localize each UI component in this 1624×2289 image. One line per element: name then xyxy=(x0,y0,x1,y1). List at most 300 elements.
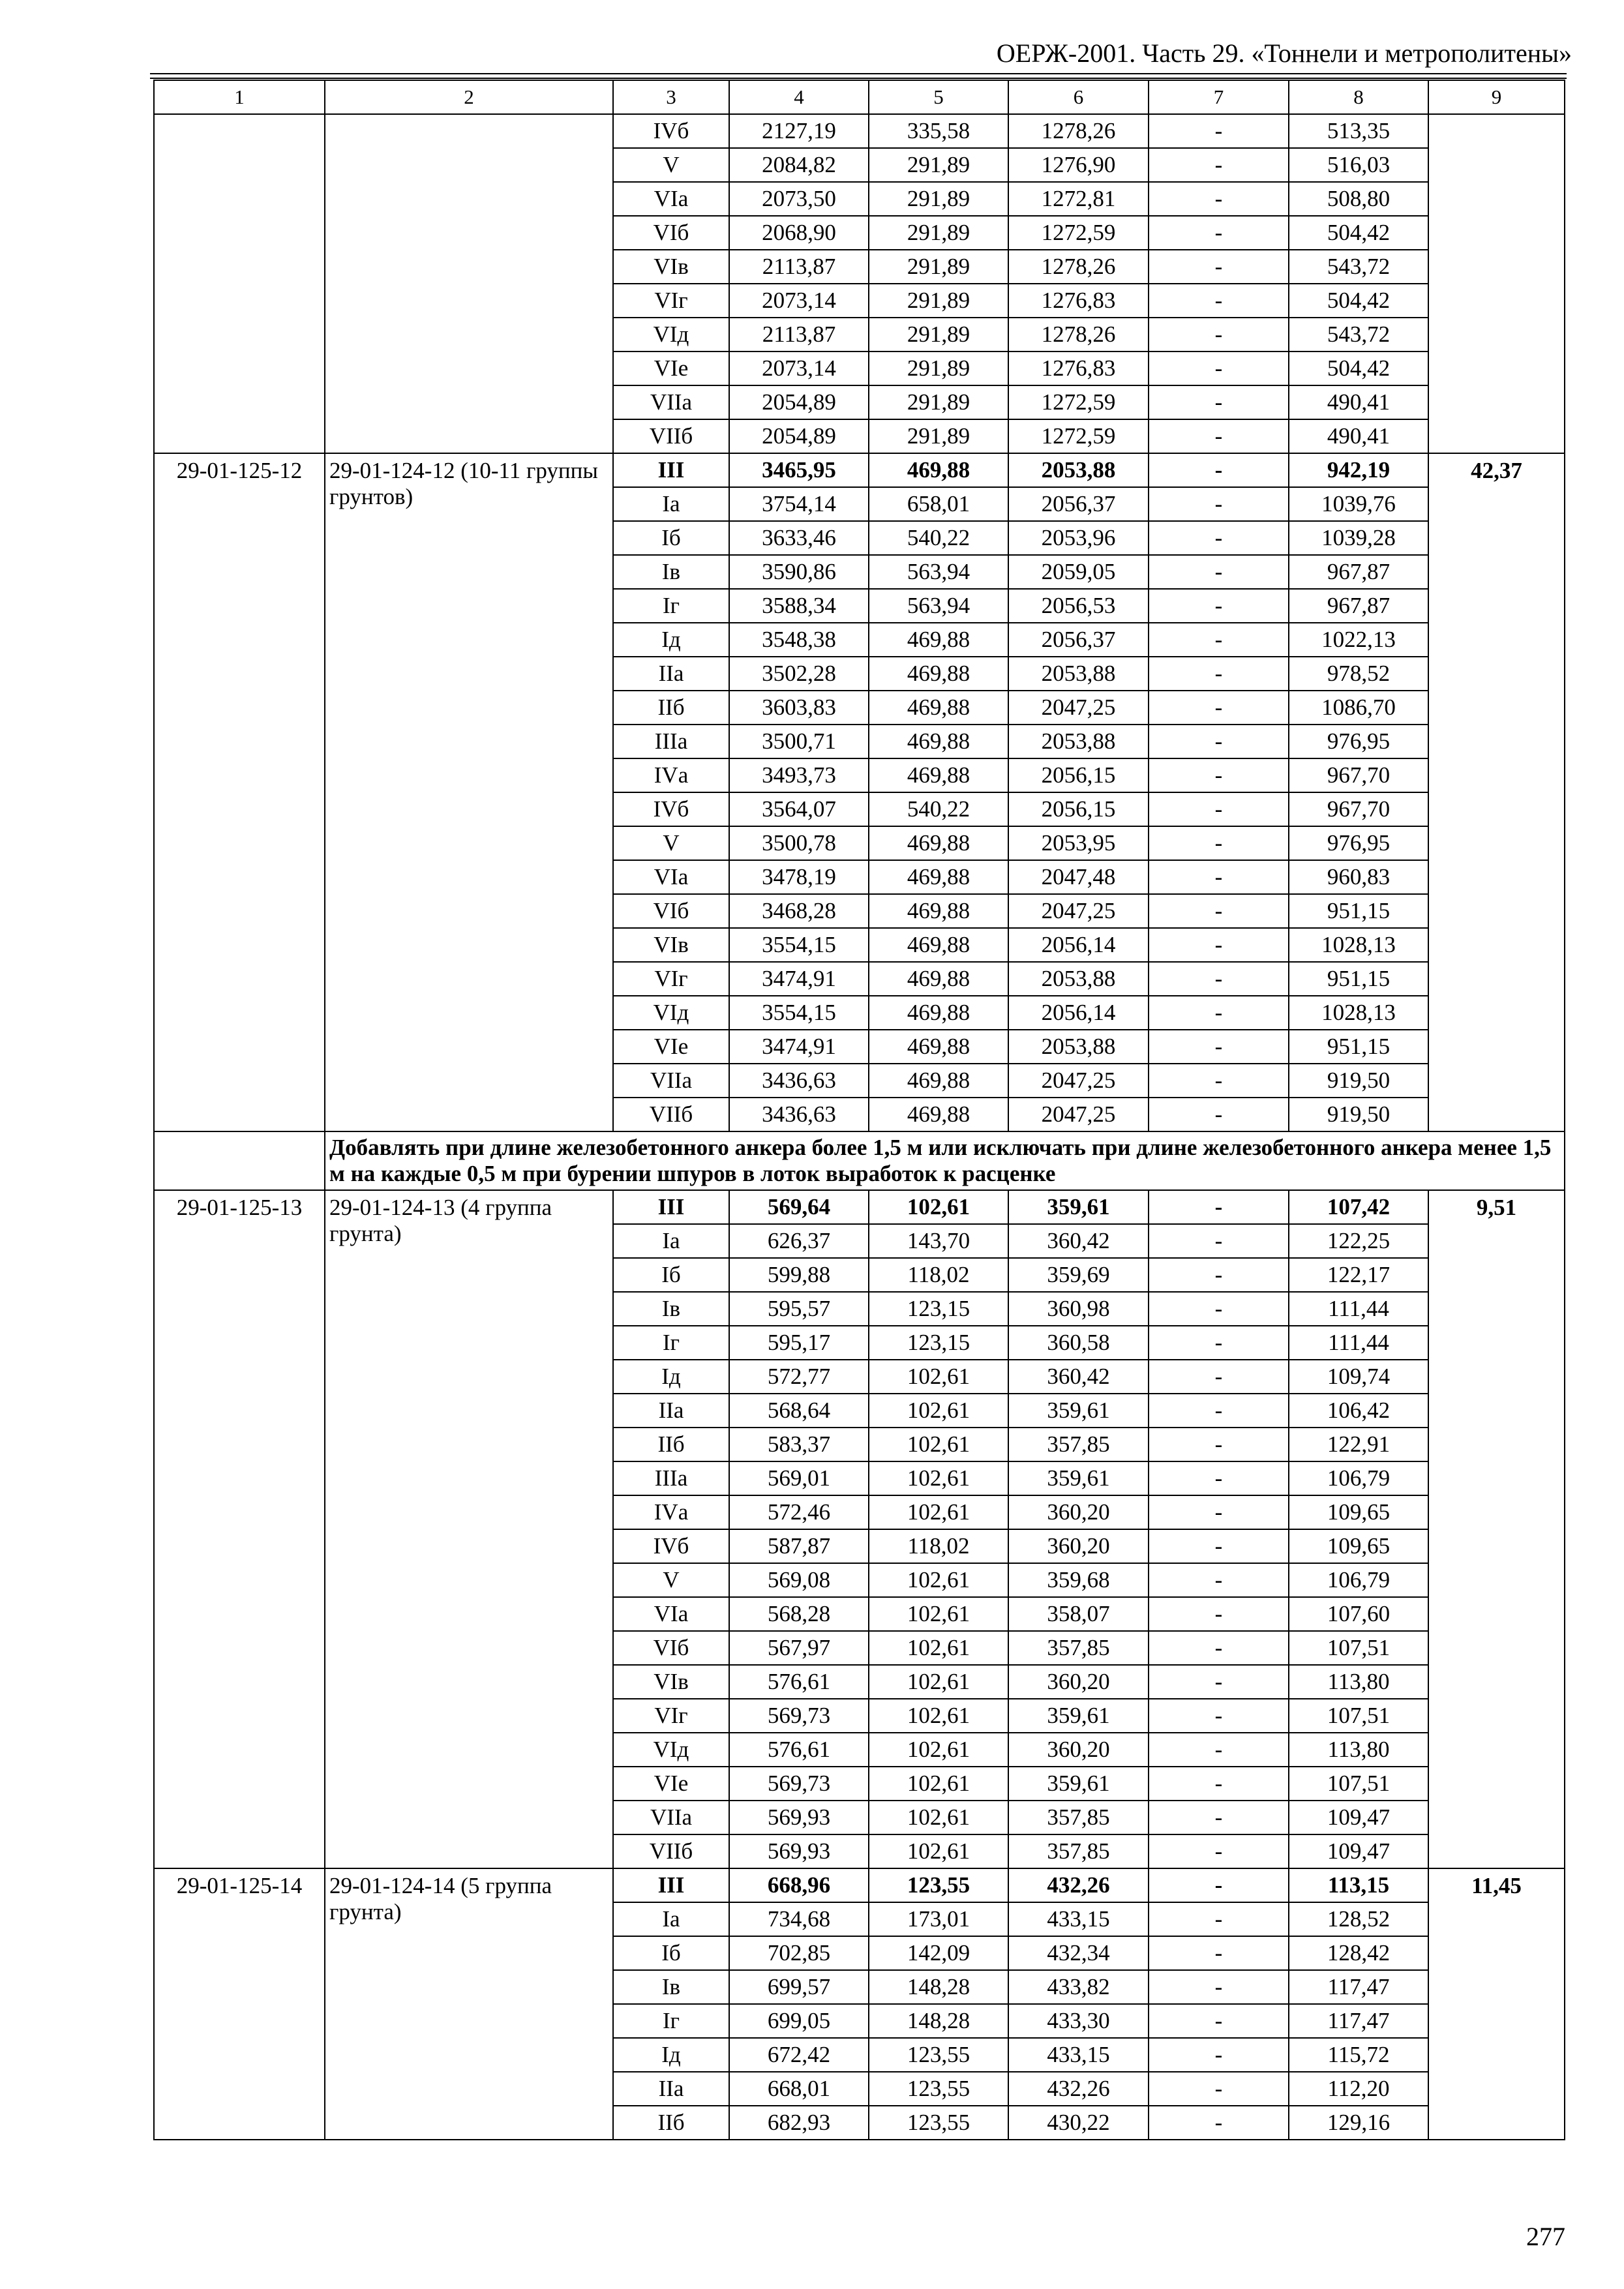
table-cell: 2053,88 xyxy=(1008,657,1149,691)
table-cell: 572,77 xyxy=(729,1360,869,1394)
note-row xyxy=(154,1131,1565,1190)
table-cell: - xyxy=(1149,1258,1289,1292)
table-cell: 3554,15 xyxy=(729,928,869,962)
table-cell: - xyxy=(1149,1970,1289,2004)
table-cell: - xyxy=(1149,1597,1289,1631)
table-cell: - xyxy=(1149,792,1289,826)
rate-code: 29-01-125-12 xyxy=(154,453,325,1131)
table-cell: 490,41 xyxy=(1289,385,1428,419)
table-cell: 469,88 xyxy=(869,1064,1008,1098)
table-cell: - xyxy=(1149,216,1289,250)
table-cell: 469,88 xyxy=(869,996,1008,1030)
table-cell: 3588,34 xyxy=(729,589,869,623)
table-cell: 583,37 xyxy=(729,1428,869,1461)
table-cell: 569,73 xyxy=(729,1767,869,1801)
table-cell: 291,89 xyxy=(869,352,1008,385)
table-cell: 173,01 xyxy=(869,1902,1008,1936)
table-cell: 128,42 xyxy=(1289,1936,1428,1970)
table-cell: 433,15 xyxy=(1008,1902,1149,1936)
table-cell: 111,44 xyxy=(1289,1292,1428,1326)
region-code: VIIб xyxy=(613,1834,729,1868)
region-code: VIв xyxy=(613,1665,729,1699)
table-cell: 978,52 xyxy=(1289,657,1428,691)
rate-reference: 29-01-124-13 (4 группа грунта) xyxy=(325,1190,613,1868)
table-cell: 1276,90 xyxy=(1008,148,1149,182)
rate-code xyxy=(154,114,325,453)
region-code: Iг xyxy=(613,589,729,623)
rate-reference: 29-01-124-12 (10-11 группы грунтов) xyxy=(325,453,613,1131)
table-cell: 123,55 xyxy=(869,2038,1008,2072)
table-cell: 109,65 xyxy=(1289,1495,1428,1529)
region-code: Iа xyxy=(613,487,729,521)
index-value: 9,51 xyxy=(1428,1190,1565,1868)
table-cell: 148,28 xyxy=(869,2004,1008,2038)
table-cell: - xyxy=(1149,894,1289,928)
table-cell: 357,85 xyxy=(1008,1801,1149,1834)
table-cell: 1086,70 xyxy=(1289,691,1428,725)
table-cell: 102,61 xyxy=(869,1834,1008,1868)
region-code: IVб xyxy=(613,792,729,826)
table-cell: 3493,73 xyxy=(729,758,869,792)
table-cell: 569,08 xyxy=(729,1563,869,1597)
header-rule-top xyxy=(150,73,1567,74)
table-cell: 109,47 xyxy=(1289,1834,1428,1868)
region-code: VIIа xyxy=(613,1801,729,1834)
table-cell: 951,15 xyxy=(1289,894,1428,928)
table-cell: 2113,87 xyxy=(729,318,869,352)
table-cell: 360,42 xyxy=(1008,1360,1149,1394)
table-cell: - xyxy=(1149,826,1289,860)
region-code: Iд xyxy=(613,2038,729,2072)
table-cell: 109,47 xyxy=(1289,1801,1428,1834)
table-cell: 469,88 xyxy=(869,453,1008,487)
table-cell: 595,57 xyxy=(729,1292,869,1326)
region-code: Iа xyxy=(613,1224,729,1258)
table-cell: 107,51 xyxy=(1289,1631,1428,1665)
page-number: 277 xyxy=(1526,2222,1565,2251)
table-cell: 123,55 xyxy=(869,2072,1008,2106)
region-code: VIа xyxy=(613,182,729,216)
table-cell: - xyxy=(1149,453,1289,487)
table-cell: 123,15 xyxy=(869,1292,1008,1326)
table-cell: - xyxy=(1149,487,1289,521)
table-cell: - xyxy=(1149,1699,1289,1733)
region-code: IIIа xyxy=(613,725,729,758)
table-cell: 668,96 xyxy=(729,1868,869,1902)
table-cell: 595,17 xyxy=(729,1326,869,1360)
region-code: VIе xyxy=(613,1030,729,1064)
table-cell: - xyxy=(1149,182,1289,216)
table-cell: 734,68 xyxy=(729,1902,869,1936)
table-cell: - xyxy=(1149,1064,1289,1098)
table-cell: 109,65 xyxy=(1289,1529,1428,1563)
table-cell: 2068,90 xyxy=(729,216,869,250)
table-cell: 568,64 xyxy=(729,1394,869,1428)
table-cell: 672,42 xyxy=(729,2038,869,2072)
column-number-row xyxy=(154,80,1565,114)
table-cell: 433,30 xyxy=(1008,2004,1149,2038)
region-code: Iа xyxy=(613,1902,729,1936)
table-cell: 102,61 xyxy=(869,1563,1008,1597)
region-code: IVб xyxy=(613,114,729,148)
table-cell: 291,89 xyxy=(869,284,1008,318)
table-cell: 569,73 xyxy=(729,1699,869,1733)
table-cell: 658,01 xyxy=(869,487,1008,521)
region-code: IIа xyxy=(613,1394,729,1428)
table-cell: - xyxy=(1149,589,1289,623)
note-blank-cell xyxy=(154,1131,325,1190)
table-cell: 2073,50 xyxy=(729,182,869,216)
table-cell: - xyxy=(1149,1868,1289,1902)
table-cell: 682,93 xyxy=(729,2106,869,2140)
table-cell: - xyxy=(1149,284,1289,318)
region-code: IIа xyxy=(613,657,729,691)
table-cell: 359,61 xyxy=(1008,1394,1149,1428)
table-cell: 469,88 xyxy=(869,758,1008,792)
table-cell: 2073,14 xyxy=(729,352,869,385)
table-cell: 2053,88 xyxy=(1008,1030,1149,1064)
table-cell: 102,61 xyxy=(869,1631,1008,1665)
table-cell: 1039,76 xyxy=(1289,487,1428,521)
table-cell: 3548,38 xyxy=(729,623,869,657)
table-cell: 2053,88 xyxy=(1008,453,1149,487)
table-cell: 1028,13 xyxy=(1289,928,1428,962)
table-cell: 2047,25 xyxy=(1008,894,1149,928)
table-cell: 2113,87 xyxy=(729,250,869,284)
region-code: VIб xyxy=(613,894,729,928)
table-cell: 1276,83 xyxy=(1008,284,1149,318)
table-cell: 2053,96 xyxy=(1008,521,1149,555)
region-code: Iб xyxy=(613,1936,729,1970)
table-cell: 107,60 xyxy=(1289,1597,1428,1631)
table-cell: - xyxy=(1149,419,1289,453)
table-cell: 3468,28 xyxy=(729,894,869,928)
region-code: VIв xyxy=(613,928,729,962)
region-code: IIа xyxy=(613,2072,729,2106)
table-cell: 951,15 xyxy=(1289,962,1428,996)
table-cell: - xyxy=(1149,1030,1289,1064)
table-cell: 976,95 xyxy=(1289,826,1428,860)
table-cell: 699,57 xyxy=(729,1970,869,2004)
table-cell: 3465,95 xyxy=(729,453,869,487)
table-cell: 3590,86 xyxy=(729,555,869,589)
table-cell: 106,79 xyxy=(1289,1461,1428,1495)
table-cell: 1022,13 xyxy=(1289,623,1428,657)
table-cell: 1276,83 xyxy=(1008,352,1149,385)
table-cell: 359,61 xyxy=(1008,1461,1149,1495)
region-code: IIб xyxy=(613,1428,729,1461)
table-cell: 967,87 xyxy=(1289,555,1428,589)
table-cell: 2056,53 xyxy=(1008,589,1149,623)
table-cell: 2047,25 xyxy=(1008,1098,1149,1131)
table-cell: 2047,48 xyxy=(1008,860,1149,894)
table-cell: 358,07 xyxy=(1008,1597,1149,1631)
table-cell: 469,88 xyxy=(869,826,1008,860)
table-cell: 2084,82 xyxy=(729,148,869,182)
table-cell: 291,89 xyxy=(869,216,1008,250)
table-cell: 2127,19 xyxy=(729,114,869,148)
table-cell: 543,72 xyxy=(1289,250,1428,284)
table-cell: 1278,26 xyxy=(1008,250,1149,284)
table-cell: 3603,83 xyxy=(729,691,869,725)
table-cell: - xyxy=(1149,1563,1289,1597)
table-cell: 102,61 xyxy=(869,1597,1008,1631)
table-cell: 291,89 xyxy=(869,182,1008,216)
table-cell: - xyxy=(1149,318,1289,352)
table-cell: 142,09 xyxy=(869,1936,1008,1970)
table-row xyxy=(154,114,1565,148)
table-cell: 1272,81 xyxy=(1008,182,1149,216)
table-cell: 107,51 xyxy=(1289,1767,1428,1801)
table-cell: 3754,14 xyxy=(729,487,869,521)
table-cell: 1039,28 xyxy=(1289,521,1428,555)
table-cell: 668,01 xyxy=(729,2072,869,2106)
table-cell: 1272,59 xyxy=(1008,385,1149,419)
table-cell: 508,80 xyxy=(1289,182,1428,216)
table-cell: 433,82 xyxy=(1008,1970,1149,2004)
region-code: VIIб xyxy=(613,1098,729,1131)
table-cell: - xyxy=(1149,2004,1289,2038)
table-cell: 123,15 xyxy=(869,1326,1008,1360)
region-code: IVа xyxy=(613,758,729,792)
table-cell: 3554,15 xyxy=(729,996,869,1030)
table-cell: 107,51 xyxy=(1289,1699,1428,1733)
table-cell: 626,37 xyxy=(729,1224,869,1258)
region-code: VIв xyxy=(613,250,729,284)
region-code: Iб xyxy=(613,1258,729,1292)
table-cell: - xyxy=(1149,657,1289,691)
table-cell: 469,88 xyxy=(869,725,1008,758)
region-code: VIб xyxy=(613,216,729,250)
region-code: VIд xyxy=(613,318,729,352)
table-cell: 3500,71 xyxy=(729,725,869,758)
index-value xyxy=(1428,114,1565,453)
table-cell: 3474,91 xyxy=(729,962,869,996)
region-code: VIIа xyxy=(613,1064,729,1098)
table-cell: - xyxy=(1149,758,1289,792)
table-cell: 572,46 xyxy=(729,1495,869,1529)
table-cell: 576,61 xyxy=(729,1733,869,1767)
region-code: Iв xyxy=(613,1292,729,1326)
table-cell: 118,02 xyxy=(869,1258,1008,1292)
table-cell: - xyxy=(1149,1834,1289,1868)
table-cell: 359,68 xyxy=(1008,1563,1149,1597)
table-cell: - xyxy=(1149,114,1289,148)
table-cell: - xyxy=(1149,623,1289,657)
column-number: 2 xyxy=(325,80,613,114)
table-cell: 967,87 xyxy=(1289,589,1428,623)
header-rule-bottom xyxy=(150,78,1567,79)
table-cell: 115,72 xyxy=(1289,2038,1428,2072)
table-cell: 102,61 xyxy=(869,1190,1008,1224)
table-cell: 357,85 xyxy=(1008,1428,1149,1461)
table-cell: - xyxy=(1149,1292,1289,1326)
table-cell: 122,25 xyxy=(1289,1224,1428,1258)
table-cell: 504,42 xyxy=(1289,284,1428,318)
column-number: 7 xyxy=(1149,80,1289,114)
table-cell: 432,34 xyxy=(1008,1936,1149,1970)
table-cell: - xyxy=(1149,1428,1289,1461)
table-cell: 432,26 xyxy=(1008,1868,1149,1902)
table-cell: 576,61 xyxy=(729,1665,869,1699)
region-code: V xyxy=(613,1563,729,1597)
table-cell: 109,74 xyxy=(1289,1360,1428,1394)
table-cell: 360,98 xyxy=(1008,1292,1149,1326)
table-cell: 702,85 xyxy=(729,1936,869,1970)
table-cell: 967,70 xyxy=(1289,792,1428,826)
table-cell: 699,05 xyxy=(729,2004,869,2038)
table-cell: 599,88 xyxy=(729,1258,869,1292)
table-cell: 102,61 xyxy=(869,1767,1008,1801)
rate-code: 29-01-125-14 xyxy=(154,1868,325,2140)
table-cell: 2056,15 xyxy=(1008,792,1149,826)
region-code: Iв xyxy=(613,1970,729,2004)
table-cell: - xyxy=(1149,555,1289,589)
table-cell: 2054,89 xyxy=(729,385,869,419)
table-cell: 123,55 xyxy=(869,2106,1008,2140)
table-cell: 469,88 xyxy=(869,623,1008,657)
table-cell: - xyxy=(1149,1733,1289,1767)
table-cell: - xyxy=(1149,860,1289,894)
table-cell: 3502,28 xyxy=(729,657,869,691)
index-value: 11,45 xyxy=(1428,1868,1565,2140)
table-cell: 3474,91 xyxy=(729,1030,869,1064)
table-cell: - xyxy=(1149,1936,1289,1970)
region-code: Iв xyxy=(613,555,729,589)
table-cell: 357,85 xyxy=(1008,1631,1149,1665)
table-cell: 469,88 xyxy=(869,1098,1008,1131)
table-cell: 919,50 xyxy=(1289,1098,1428,1131)
table-cell: 359,61 xyxy=(1008,1767,1149,1801)
table-cell: 2056,14 xyxy=(1008,928,1149,962)
table-cell: - xyxy=(1149,1495,1289,1529)
table-cell: 3633,46 xyxy=(729,521,869,555)
table-cell: 102,61 xyxy=(869,1360,1008,1394)
table-cell: 568,28 xyxy=(729,1597,869,1631)
column-number: 3 xyxy=(613,80,729,114)
table-cell: 122,17 xyxy=(1289,1258,1428,1292)
region-code: IIб xyxy=(613,2106,729,2140)
table-cell: 102,61 xyxy=(869,1733,1008,1767)
table-row xyxy=(154,1190,1565,1224)
region-code: Iг xyxy=(613,1326,729,1360)
region-code: VIIа xyxy=(613,385,729,419)
table-cell: 567,97 xyxy=(729,1631,869,1665)
table-cell: - xyxy=(1149,1224,1289,1258)
table-cell: - xyxy=(1149,1190,1289,1224)
table-cell: 490,41 xyxy=(1289,419,1428,453)
table-cell: 569,01 xyxy=(729,1461,869,1495)
table-cell: 129,16 xyxy=(1289,2106,1428,2140)
table-cell: 960,83 xyxy=(1289,860,1428,894)
region-code: VIб xyxy=(613,1631,729,1665)
table-cell: 118,02 xyxy=(869,1529,1008,1563)
table-cell: 128,52 xyxy=(1289,1902,1428,1936)
table-cell: - xyxy=(1149,928,1289,962)
note-text: Добавлять при длине железобетонного анкера более 1,5 м или исключать при длине железобетонного анкера менее 1,5 м на каждые 0,5 м при бурении шпуров в лоток выработок к расценке xyxy=(325,1131,1565,1190)
table-cell: - xyxy=(1149,725,1289,758)
table-cell: 291,89 xyxy=(869,385,1008,419)
table-cell: 433,15 xyxy=(1008,2038,1149,2072)
table-cell: 112,20 xyxy=(1289,2072,1428,2106)
table-cell: 117,47 xyxy=(1289,1970,1428,2004)
table-cell: 3478,19 xyxy=(729,860,869,894)
table-row xyxy=(154,1868,1565,1902)
column-number: 8 xyxy=(1289,80,1428,114)
table-cell: 432,26 xyxy=(1008,2072,1149,2106)
table-cell: 360,42 xyxy=(1008,1224,1149,1258)
region-code: IIIа xyxy=(613,1461,729,1495)
table-cell: 291,89 xyxy=(869,419,1008,453)
table-cell: - xyxy=(1149,1902,1289,1936)
table-cell: 569,64 xyxy=(729,1190,869,1224)
region-code: VIг xyxy=(613,1699,729,1733)
table-cell: 3564,07 xyxy=(729,792,869,826)
column-number: 1 xyxy=(154,80,325,114)
table-cell: 543,72 xyxy=(1289,318,1428,352)
table-cell: 951,15 xyxy=(1289,1030,1428,1064)
rate-reference: 29-01-124-14 (5 группа грунта) xyxy=(325,1868,613,2140)
table-cell: 2047,25 xyxy=(1008,691,1149,725)
table-cell: 1278,26 xyxy=(1008,114,1149,148)
table-row xyxy=(154,453,1565,487)
table-cell: 587,87 xyxy=(729,1529,869,1563)
region-code: Iд xyxy=(613,1360,729,1394)
rate-reference xyxy=(325,114,613,453)
column-number: 4 xyxy=(729,80,869,114)
table-cell: 942,19 xyxy=(1289,453,1428,487)
table-cell: 2053,88 xyxy=(1008,725,1149,758)
region-code: V xyxy=(613,148,729,182)
table-cell: - xyxy=(1149,352,1289,385)
table-cell: 102,61 xyxy=(869,1461,1008,1495)
table-cell: 1272,59 xyxy=(1008,419,1149,453)
table-cell: - xyxy=(1149,962,1289,996)
table-cell: 291,89 xyxy=(869,318,1008,352)
table-cell: 2056,14 xyxy=(1008,996,1149,1030)
table-cell: 469,88 xyxy=(869,894,1008,928)
table-cell: 113,15 xyxy=(1289,1868,1428,1902)
table-cell: 335,58 xyxy=(869,114,1008,148)
table-cell: 360,20 xyxy=(1008,1529,1149,1563)
table-cell: - xyxy=(1149,1631,1289,1665)
table-cell: 569,93 xyxy=(729,1834,869,1868)
table-cell: 102,61 xyxy=(869,1665,1008,1699)
table-cell: 1028,13 xyxy=(1289,996,1428,1030)
table-cell: - xyxy=(1149,1326,1289,1360)
table-cell: 540,22 xyxy=(869,792,1008,826)
table-cell: 102,61 xyxy=(869,1801,1008,1834)
table-cell: - xyxy=(1149,2072,1289,2106)
table-cell: 430,22 xyxy=(1008,2106,1149,2140)
region-code: III xyxy=(613,1868,729,1902)
table-cell: 967,70 xyxy=(1289,758,1428,792)
table-cell: 360,20 xyxy=(1008,1665,1149,1699)
region-code: Iд xyxy=(613,623,729,657)
region-code: VIд xyxy=(613,1733,729,1767)
table-cell: 516,03 xyxy=(1289,148,1428,182)
table-cell: - xyxy=(1149,691,1289,725)
table-cell: - xyxy=(1149,1529,1289,1563)
table-cell: 107,42 xyxy=(1289,1190,1428,1224)
table-cell: - xyxy=(1149,1665,1289,1699)
table-cell: 359,61 xyxy=(1008,1699,1149,1733)
table-cell: 976,95 xyxy=(1289,725,1428,758)
table-cell: 1272,59 xyxy=(1008,216,1149,250)
table-cell: 360,20 xyxy=(1008,1733,1149,1767)
table-cell: 2073,14 xyxy=(729,284,869,318)
region-code: IVб xyxy=(613,1529,729,1563)
